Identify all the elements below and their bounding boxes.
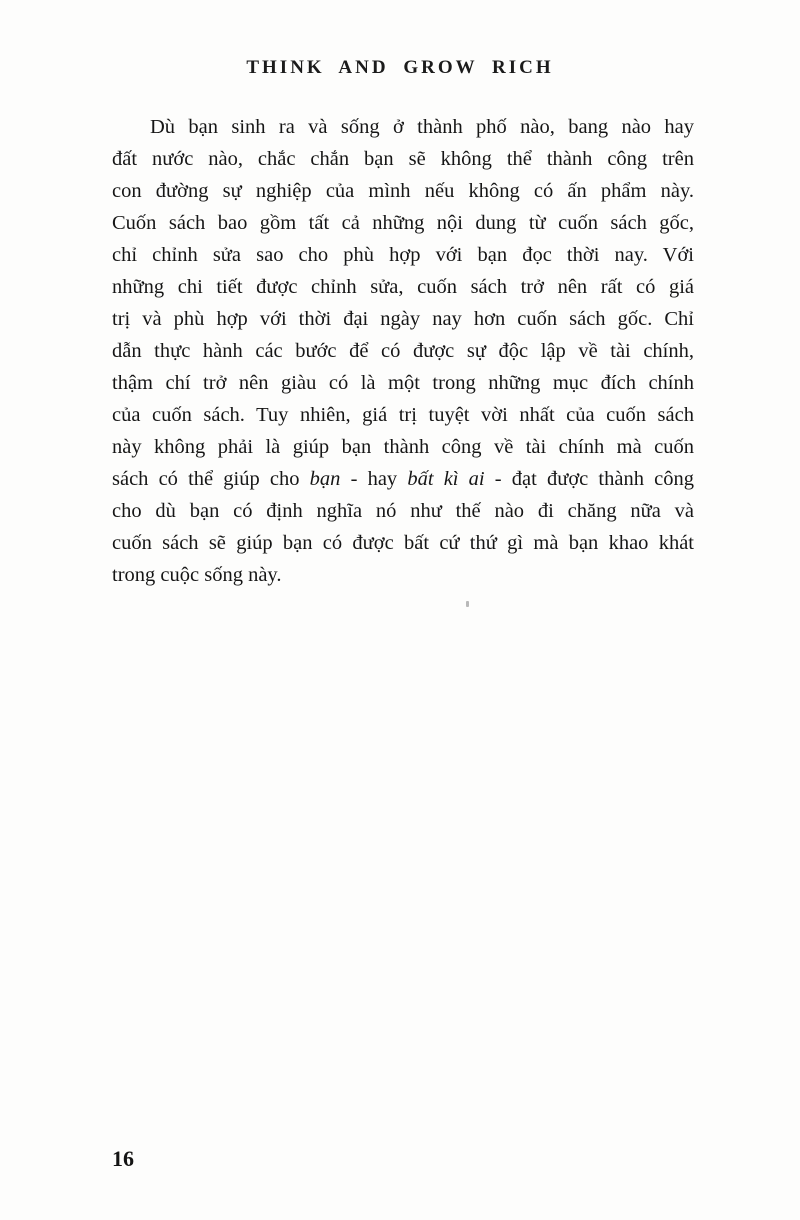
paragraph-line — [112, 495, 694, 527]
paragraph-line — [112, 143, 694, 175]
text-run: trị và phù hợp với thời đại ngày nay hơn cuốn sách gốc. Chỉ — [112, 308, 694, 330]
paragraph-line — [112, 239, 694, 271]
text-run: này không phải là giúp bạn thành công về tài chính mà cuốn — [112, 436, 694, 458]
scan-speck — [466, 601, 469, 607]
text-run: - đạt được thành công — [484, 468, 694, 490]
paragraph-line — [112, 271, 694, 303]
paragraph-line — [112, 559, 694, 591]
paragraph-line — [112, 527, 694, 559]
italic-text-run: bạn — [309, 468, 341, 490]
text-run: cho dù bạn có định nghĩa nó như thế nào đi chăng nữa và — [112, 500, 694, 522]
text-run: Cuốn sách bao gồm tất cả những nội dung từ cuốn sách gốc, — [112, 212, 694, 234]
italic-text-run: bất kì ai — [407, 468, 485, 490]
text-run: Dù bạn sinh ra và sống ở thành phố nào, bang nào hay — [150, 116, 694, 138]
text-run: những chi tiết được chỉnh sửa, cuốn sách trở nên rất có giá — [112, 276, 694, 298]
text-run: đất nước nào, chắc chắn bạn sẽ không thể thành công trên — [112, 148, 694, 170]
paragraph-line — [112, 111, 694, 143]
paragraph-line — [112, 175, 694, 207]
text-run: trong cuộc sống này. — [112, 564, 282, 586]
body-paragraph — [112, 111, 694, 591]
text-run: dẫn thực hành các bước để có được sự độc lập về tài chính, — [112, 340, 694, 362]
text-run: sách có thể giúp cho — [112, 468, 310, 490]
text-run: của cuốn sách. Tuy nhiên, giá trị tuyệt vời nhất của cuốn sách — [112, 404, 694, 426]
text-run: con đường sự nghiệp của mình nếu không có ấn phẩm này. — [112, 180, 694, 202]
text-run: cuốn sách sẽ giúp bạn có được bất cứ thứ gì mà bạn khao khát — [112, 532, 694, 554]
paragraph-line — [112, 335, 694, 367]
paragraph-line — [112, 399, 694, 431]
paragraph-line — [112, 463, 694, 495]
text-run: - hay — [340, 468, 408, 490]
text-run: chỉ chỉnh sửa sao cho phù hợp với bạn đọc thời nay. Với — [112, 244, 694, 266]
paragraph-line — [112, 207, 694, 239]
paragraph-line — [112, 367, 694, 399]
running-head: THINK AND GROW RICH — [246, 57, 554, 78]
paragraph-line — [112, 303, 694, 335]
paragraph-line — [112, 431, 694, 463]
page-number: 16 — [112, 1146, 134, 1171]
text-run: thậm chí trở nên giàu có là một trong những mục đích chính — [112, 372, 694, 394]
